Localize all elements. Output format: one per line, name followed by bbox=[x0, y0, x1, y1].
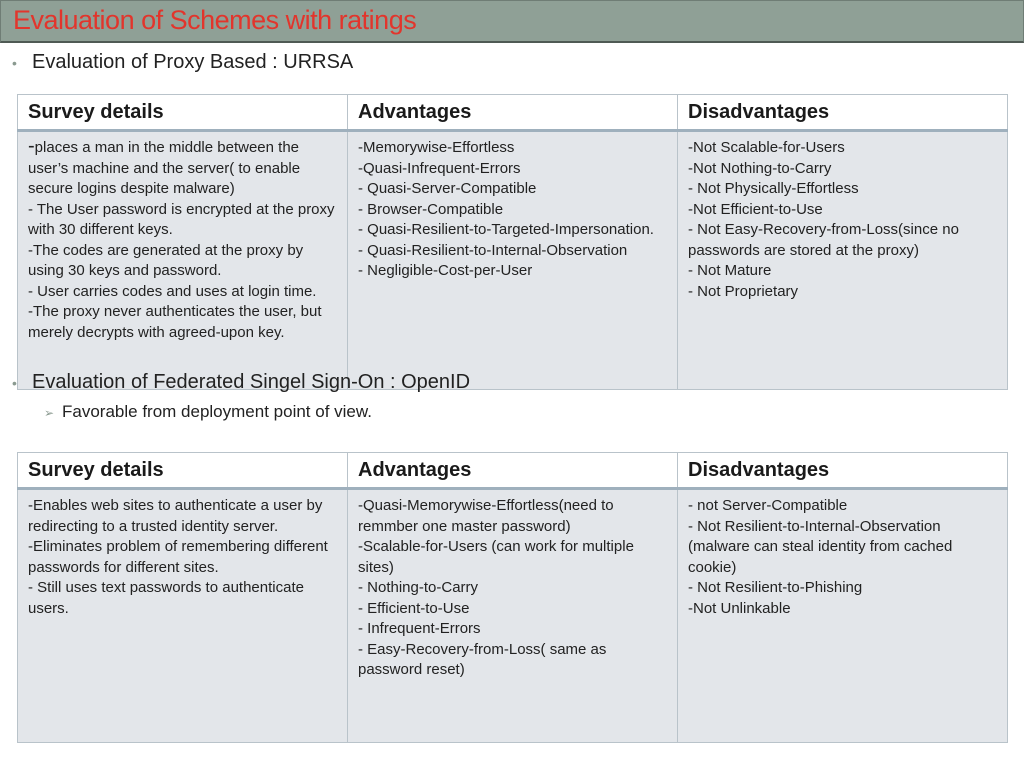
urrsa-survey-cell bbox=[18, 131, 348, 390]
table-header-row bbox=[18, 453, 1008, 489]
cell-line: - Quasi-Server-Compatible bbox=[358, 180, 537, 197]
bullet-proxy-based bbox=[12, 51, 354, 74]
cell-line: - User carries codes and uses at login time. bbox=[28, 282, 317, 300]
cell-line: -The proxy never authenticates the user, but merely decrypts with agreed-upon key. bbox=[28, 303, 322, 341]
header-advantages: Advantages bbox=[348, 95, 678, 131]
bullet-federated-sso bbox=[12, 371, 471, 394]
cell-line: - Not Physically-Effortless bbox=[688, 180, 859, 197]
cell-line: - Not Resilient-to-Phishing bbox=[688, 579, 863, 596]
cell-line: -Quasi-Infrequent-Errors bbox=[358, 159, 521, 177]
cell-line: -Not Unlinkable bbox=[688, 599, 791, 617]
header-advantages: Advantages bbox=[348, 453, 678, 489]
bullet-dot-icon: • bbox=[12, 55, 17, 71]
cell-dash: - bbox=[28, 135, 35, 157]
cell-line: - Browser-Compatible bbox=[358, 200, 504, 218]
cell-line: - The User password is encrypted at the proxy with 30 different keys. bbox=[28, 200, 335, 238]
cell-line: - Not Easy-Recovery-from-Loss(since no passwords are stored at the proxy) bbox=[688, 221, 959, 259]
cell-line: - Negligible-Cost-per-User bbox=[358, 262, 533, 279]
urrsa-evaluation-table bbox=[17, 94, 1008, 390]
slide-title-bar bbox=[0, 0, 1024, 43]
bullet-proxy-based-text: Evaluation of Proxy Based : URRSA bbox=[32, 51, 354, 73]
table-row bbox=[18, 131, 1008, 390]
cell-line: -Quasi-Memorywise-Effortless(need to remmber one master password) bbox=[358, 497, 614, 535]
cell-line: - Not Proprietary bbox=[688, 282, 799, 300]
cell-line: - Quasi-Resilient-to-Targeted-Impersonation. bbox=[358, 221, 654, 238]
cell-line: - Nothing-to-Carry bbox=[358, 579, 479, 596]
header-disadvantages: Disadvantages bbox=[678, 453, 1008, 489]
urrsa-disadvantages-cell bbox=[678, 131, 1008, 390]
cell-line: - Still uses text passwords to authenticate users. bbox=[28, 579, 304, 617]
cell-line: -Not Nothing-to-Carry bbox=[688, 159, 832, 177]
bullet-dot-icon: • bbox=[12, 375, 17, 391]
openid-advantages-cell bbox=[348, 489, 678, 743]
slide-title: Evaluation of Schemes with ratings bbox=[13, 5, 417, 35]
openid-evaluation-table bbox=[17, 452, 1008, 743]
table-header-row bbox=[18, 95, 1008, 131]
header-survey-details: Survey details bbox=[18, 453, 348, 489]
cell-line: -Memorywise-Effortless bbox=[358, 139, 515, 156]
cell-line: - Efficient-to-Use bbox=[358, 599, 470, 617]
sub-bullet-deployment-text: Favorable from deployment point of view. bbox=[62, 402, 372, 421]
cell-line: -Eliminates problem of remembering different passwords for different sites. bbox=[28, 538, 328, 576]
urrsa-advantages-cell bbox=[348, 131, 678, 390]
cell-line: -Not Efficient-to-Use bbox=[688, 200, 823, 218]
cell-line: -Enables web sites to authenticate a user by redirecting to a trusted identity server. bbox=[28, 497, 323, 535]
bullet-federated-sso-text: Evaluation of Federated Singel Sign-On : OpenID bbox=[32, 371, 471, 393]
cell-line bbox=[28, 135, 337, 200]
cell-line: -The codes are generated at the proxy by using 30 keys and password. bbox=[28, 241, 304, 279]
cell-line: - Easy-Recovery-from-Loss( same as password reset) bbox=[358, 640, 607, 678]
cell-line: - Not Mature bbox=[688, 262, 772, 279]
cell-line: - not Server-Compatible bbox=[688, 497, 848, 514]
cell-line: -Not Scalable-for-Users bbox=[688, 139, 845, 156]
cell-line: - Quasi-Resilient-to-Internal-Observation bbox=[358, 241, 628, 259]
arrow-bullet-icon: ➢ bbox=[44, 406, 55, 420]
header-disadvantages: Disadvantages bbox=[678, 95, 1008, 131]
cell-line: - Infrequent-Errors bbox=[358, 620, 481, 637]
sub-bullet-deployment bbox=[44, 402, 372, 422]
table-row bbox=[18, 489, 1008, 743]
openid-disadvantages-cell bbox=[678, 489, 1008, 743]
cell-line: - Not Resilient-to-Internal-Observation (malware can steal identity from cached cookie) bbox=[688, 517, 953, 576]
header-survey-details: Survey details bbox=[18, 95, 348, 131]
cell-text: places a man in the middle between the user’s machine and the server( to enable secure logins despite malware) bbox=[28, 139, 301, 197]
cell-line: -Scalable-for-Users (can work for multiple sites) bbox=[358, 538, 634, 576]
openid-survey-cell bbox=[18, 489, 348, 743]
